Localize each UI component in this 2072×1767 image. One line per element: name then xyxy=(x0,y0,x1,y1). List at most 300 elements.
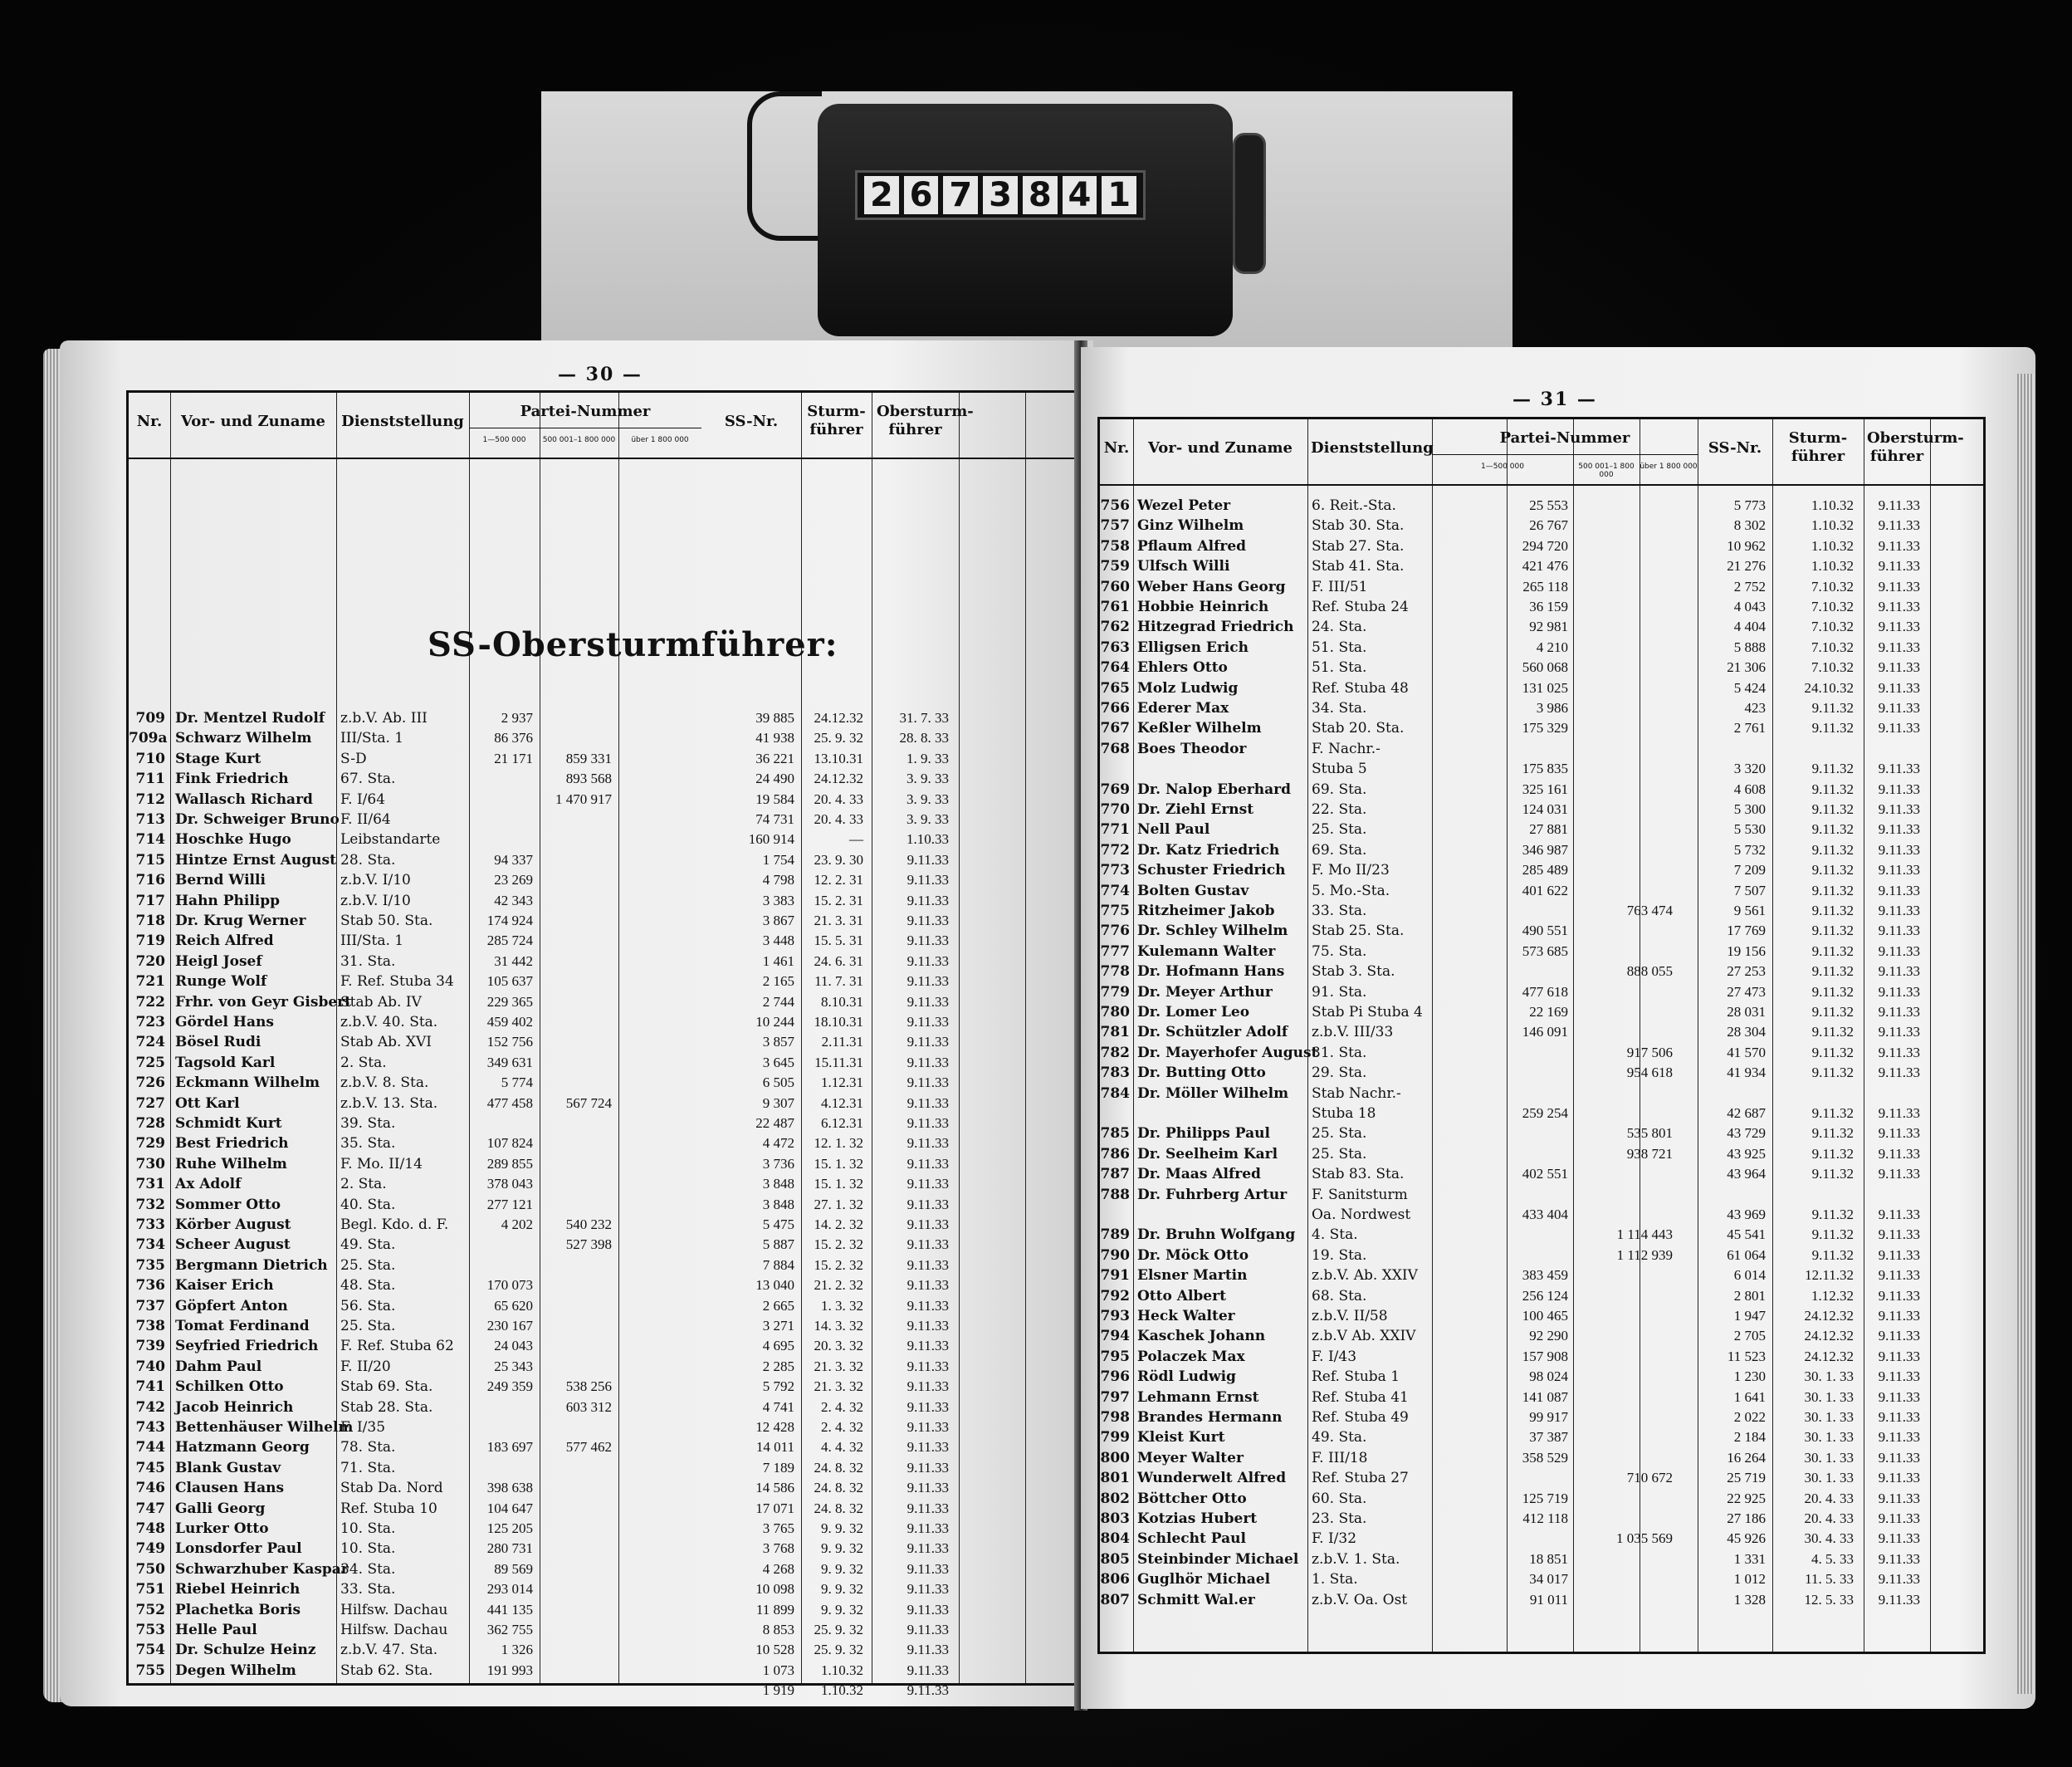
cell-nr: 786 xyxy=(1100,1145,1130,1162)
cell-name: Clausen Hans xyxy=(175,1480,285,1497)
counter-digit: 6 xyxy=(904,176,939,214)
cell-sturmfuehrer: 1.10.32 xyxy=(1811,517,1854,534)
cell-name: Schmitt Wal.er xyxy=(1137,1591,1255,1608)
cell-dienststellung: Hilfsw. Dachau xyxy=(340,1601,448,1618)
cell-partei-1: 259 254 xyxy=(1522,1105,1568,1121)
ledger-table-right xyxy=(1097,417,1986,1654)
cell-obersturmfuehrer: 9.11.33 xyxy=(906,1662,949,1678)
ledger-row xyxy=(1100,1569,1983,1589)
cell-obersturmfuehrer: 9.11.33 xyxy=(1878,558,1920,575)
cell-sturmfuehrer: 9.11.32 xyxy=(1811,1226,1854,1243)
ledger-row xyxy=(1100,962,1983,981)
cell-ss-nr: 7 884 xyxy=(762,1256,794,1273)
ledger-row xyxy=(129,1053,1087,1073)
cell-nr: 781 xyxy=(1100,1024,1130,1041)
cell-partei-1: 183 697 xyxy=(486,1439,533,1456)
cell-partei-2: 1 112 939 xyxy=(1616,1246,1673,1263)
ledger-row xyxy=(1100,1427,1983,1447)
cell-nr: 712 xyxy=(135,790,165,808)
ledger-row xyxy=(1100,901,1983,921)
cell-dienststellung: 35. Sta. xyxy=(340,1135,396,1153)
cell-name: Ax Adolf xyxy=(175,1176,242,1193)
counter-cable xyxy=(747,91,822,241)
cell-ss-nr: 27 253 xyxy=(1727,963,1766,980)
cell-obersturmfuehrer: 9.11.33 xyxy=(1878,821,1920,838)
cell-nr: 713 xyxy=(135,811,165,828)
cell-sturmfuehrer: 1.10.32 xyxy=(1811,537,1854,554)
cell-sturmfuehrer: 20. 4. 33 xyxy=(814,790,863,807)
cell-ss-nr: 1 461 xyxy=(762,952,794,969)
ledger-row xyxy=(1100,718,1983,738)
ledger-row xyxy=(129,1154,1087,1174)
cell-name: Schuster Friedrich xyxy=(1137,862,1286,879)
cell-partei-1: 573 685 xyxy=(1522,942,1568,959)
cell-nr: 720 xyxy=(135,952,165,970)
cell-name: Dahm Paul xyxy=(175,1358,262,1375)
cell-ss-nr: 7 507 xyxy=(1733,882,1766,898)
cell-obersturmfuehrer: 9.11.33 xyxy=(1878,1246,1920,1263)
ledger-row xyxy=(1100,1063,1983,1083)
cell-dienststellung: z.b.V. Ab. III xyxy=(340,710,428,727)
cell-sturmfuehrer: 20. 3. 32 xyxy=(814,1338,863,1354)
cell-partei-1: 157 908 xyxy=(1522,1348,1568,1364)
cell-ss-nr: 61 064 xyxy=(1727,1246,1766,1263)
cell-partei-1: 27 881 xyxy=(1529,821,1568,838)
cell-dienststellung: Stuba 5 xyxy=(1312,761,1367,778)
cell-nr: 721 xyxy=(135,973,165,991)
cell-obersturmfuehrer: 9.11.33 xyxy=(906,1642,949,1658)
cell-sturmfuehrer: 23. 9. 30 xyxy=(814,851,863,868)
cell-name: Wallasch Richard xyxy=(175,790,313,808)
cell-partei-1: 477 458 xyxy=(486,1094,533,1111)
cell-sturmfuehrer: 15. 2. 31 xyxy=(814,892,863,908)
cell-sturmfuehrer: 24.12.32 xyxy=(814,771,863,787)
cell-partei-1: 125 205 xyxy=(486,1520,533,1536)
cell-dienststellung: F. Ref. Stuba 62 xyxy=(340,1338,454,1355)
cell-name: Hoschke Hugo xyxy=(175,831,291,849)
cell-nr: 739 xyxy=(135,1338,165,1355)
ledger-row xyxy=(129,1094,1087,1114)
cell-obersturmfuehrer: 9.11.33 xyxy=(1878,537,1920,554)
cell-dienststellung: 5. Mo.-Sta. xyxy=(1312,882,1390,899)
ledger-row xyxy=(129,1114,1087,1133)
cell-obersturmfuehrer: 9.11.33 xyxy=(906,872,949,888)
cell-name: Steinbinder Michael xyxy=(1137,1550,1299,1568)
cell-obersturmfuehrer: 3. 9. 33 xyxy=(906,771,949,787)
cell-ss-nr: 25 719 xyxy=(1727,1470,1766,1486)
cell-name: Dr. Ziehl Ernst xyxy=(1137,801,1254,818)
cell-name: Böttcher Otto xyxy=(1137,1490,1247,1507)
cell-name: Dr. Hofmann Hans xyxy=(1137,963,1285,981)
cell-dienststellung: 71. Sta. xyxy=(340,1459,396,1476)
ledger-row xyxy=(1100,739,1983,759)
ledger-row xyxy=(1100,1388,1983,1407)
cell-name: Kaiser Erich xyxy=(175,1277,274,1295)
ledger-row xyxy=(129,1539,1087,1559)
header-partei-range: über 1 800 000 xyxy=(1640,463,1698,471)
cell-name: Tomat Ferdinand xyxy=(175,1318,310,1334)
cell-partei-1: 490 551 xyxy=(1522,923,1568,939)
cell-name: Meyer Walter xyxy=(1137,1449,1244,1466)
cell-partei-1: 65 620 xyxy=(494,1297,533,1314)
cell-ss-nr: 27 186 xyxy=(1727,1510,1766,1526)
cell-dienststellung: Stab Nachr.- xyxy=(1312,1084,1401,1102)
ledger-row xyxy=(1100,698,1983,718)
cell-sturmfuehrer: 14. 2. 32 xyxy=(814,1216,863,1232)
cell-partei-1: 4 202 xyxy=(501,1216,533,1232)
ledger-row xyxy=(1100,1529,1983,1549)
cell-dienststellung: Ref. Stuba 1 xyxy=(1312,1368,1400,1386)
cell-ss-nr: 24 490 xyxy=(755,771,794,787)
ledger-row xyxy=(1100,678,1983,698)
cell-sturmfuehrer: 9.11.32 xyxy=(1811,841,1854,858)
cell-ss-nr: 10 528 xyxy=(755,1642,794,1658)
cell-dienststellung: 29. Sta. xyxy=(1312,1065,1367,1082)
ledger-row xyxy=(129,1397,1087,1417)
cell-ss-nr: 1 073 xyxy=(762,1662,794,1678)
cell-dienststellung: z.b.V. I/10 xyxy=(340,892,411,909)
cell-obersturmfuehrer: 9.11.33 xyxy=(906,1338,949,1354)
cell-partei-1: 24 043 xyxy=(494,1338,533,1354)
cell-sturmfuehrer: 13.10.31 xyxy=(814,750,863,766)
cell-dienststellung: III/Sta. 1 xyxy=(340,932,404,950)
cell-name: Kotzias Hubert xyxy=(1137,1510,1258,1527)
cell-ss-nr: 5 475 xyxy=(762,1216,794,1232)
cell-name: Dr. Bruhn Wolfgang xyxy=(1137,1226,1296,1244)
cell-obersturmfuehrer: 9.11.33 xyxy=(906,1398,949,1415)
cell-sturmfuehrer: 2. 4. 32 xyxy=(821,1398,863,1415)
cell-dienststellung: 34. Sta. xyxy=(1312,700,1367,717)
cell-obersturmfuehrer: 9.11.33 xyxy=(906,1196,949,1212)
cell-nr: 724 xyxy=(135,1034,165,1051)
cell-dienststellung: 33. Sta. xyxy=(340,1581,396,1598)
cell-name: Best Friedrich xyxy=(175,1135,289,1153)
cell-nr: 754 xyxy=(135,1642,165,1659)
cell-obersturmfuehrer: 31. 7. 33 xyxy=(899,710,949,726)
cell-ss-nr: 4 043 xyxy=(1733,599,1766,614)
cell-name: Ginz Wilhelm xyxy=(1137,517,1244,535)
cell-ss-nr: 6 505 xyxy=(762,1074,794,1091)
cell-dienststellung: 69. Sta. xyxy=(1312,841,1367,859)
cell-dienststellung: 19. Sta. xyxy=(1312,1246,1367,1264)
cell-nr: 733 xyxy=(135,1216,165,1233)
ledger-row xyxy=(129,1458,1087,1478)
cell-ss-nr: 42 687 xyxy=(1727,1105,1766,1121)
ledger-row xyxy=(129,1316,1087,1336)
cell-obersturmfuehrer: 9.11.33 xyxy=(906,1297,949,1314)
cell-sturmfuehrer: 9.11.32 xyxy=(1811,761,1854,777)
cell-dienststellung: Stab Da. Nord xyxy=(340,1480,443,1497)
ledger-row xyxy=(129,931,1087,951)
cell-name: Rödl Ludwig xyxy=(1137,1368,1236,1386)
cell-ss-nr: 11 899 xyxy=(755,1601,794,1618)
cell-name: Wunderwelt Alfred xyxy=(1137,1470,1287,1487)
counter-digit: 7 xyxy=(943,176,978,214)
cell-nr: 794 xyxy=(1100,1328,1130,1345)
ledger-row xyxy=(1100,759,1983,779)
cell-ss-nr: 28 304 xyxy=(1727,1024,1766,1040)
cell-partei-1: 22 169 xyxy=(1529,1004,1568,1020)
cell-ss-nr: 27 473 xyxy=(1727,983,1766,1000)
cell-nr: 740 xyxy=(135,1358,165,1375)
cell-ss-nr: 43 969 xyxy=(1727,1207,1766,1222)
cell-name: Dr. Krug Werner xyxy=(175,913,306,929)
cell-partei-1: 42 343 xyxy=(494,892,533,908)
cell-partei-1: 99 917 xyxy=(1529,1409,1568,1425)
cell-ss-nr: 28 031 xyxy=(1727,1004,1766,1020)
ledger-row xyxy=(1100,1123,1983,1143)
cell-nr: 750 xyxy=(135,1560,165,1578)
cell-obersturmfuehrer: 28. 8. 33 xyxy=(899,730,949,746)
ledger-row xyxy=(1100,1084,1983,1104)
cell-nr: 709a xyxy=(129,730,168,747)
cell-nr: 762 xyxy=(1100,619,1130,636)
cell-nr: 729 xyxy=(135,1135,165,1153)
cell-nr: 773 xyxy=(1100,862,1130,879)
ledger-row xyxy=(129,1579,1087,1599)
cell-ss-nr: 41 570 xyxy=(1727,1044,1766,1060)
ledger-row xyxy=(129,1377,1087,1397)
cell-obersturmfuehrer: 9.11.33 xyxy=(1878,1125,1920,1142)
cell-obersturmfuehrer: 9.11.33 xyxy=(1878,923,1920,939)
header-name: Vor- und Zuname xyxy=(1147,439,1293,457)
cell-obersturmfuehrer: 9.11.33 xyxy=(906,993,949,1010)
ledger-row xyxy=(1100,1144,1983,1164)
cell-nr: 803 xyxy=(1100,1510,1130,1527)
cell-ss-nr: 13 040 xyxy=(755,1277,794,1294)
cell-dienststellung: 40. Sta. xyxy=(340,1196,396,1213)
cell-partei-1: 89 569 xyxy=(494,1560,533,1577)
cell-ss-nr: 7 189 xyxy=(762,1459,794,1476)
cell-name: Sommer Otto xyxy=(175,1196,281,1213)
cell-ss-nr: 39 885 xyxy=(755,710,794,726)
cell-nr: 778 xyxy=(1100,963,1130,981)
cell-dienststellung: Stab 20. Sta. xyxy=(1312,720,1405,737)
cell-dienststellung: 68. Sta. xyxy=(1312,1287,1367,1304)
cell-obersturmfuehrer: 9.11.33 xyxy=(1878,1207,1920,1222)
cell-sturmfuehrer: 7.10.32 xyxy=(1811,578,1854,595)
cell-name: Ederer Max xyxy=(1137,700,1229,717)
header-partei-range: 500 001–1 800 000 xyxy=(542,436,616,444)
cell-obersturmfuehrer: 9.11.33 xyxy=(906,1115,949,1131)
ledger-row xyxy=(129,952,1087,972)
cell-name: Schlecht Paul xyxy=(1137,1530,1246,1548)
cell-obersturmfuehrer: 9.11.33 xyxy=(1878,1571,1920,1588)
cell-sturmfuehrer: 9.11.32 xyxy=(1811,983,1854,1000)
cell-obersturmfuehrer: 9.11.33 xyxy=(1878,963,1920,980)
cell-sturmfuehrer: 30. 1. 33 xyxy=(1804,1368,1854,1385)
cell-name: Plachetka Boris xyxy=(175,1601,301,1618)
cell-dienststellung: z.b.V Ab. XXIV xyxy=(1312,1328,1416,1345)
cell-name: Jacob Heinrich xyxy=(175,1398,294,1416)
cell-name: Reich Alfred xyxy=(175,932,274,950)
ledger-row xyxy=(1100,617,1983,637)
cell-dienststellung: 6. Reit.-Sta. xyxy=(1312,497,1396,514)
header-dienststellung: Dienststellung xyxy=(341,413,464,430)
cell-dienststellung: III/Sta. 1 xyxy=(340,730,404,747)
cell-obersturmfuehrer: 9.11.33 xyxy=(906,952,949,969)
header-dienststellung: Dienststellung xyxy=(1311,439,1434,457)
cell-sturmfuehrer: 9.11.32 xyxy=(1811,720,1854,737)
cell-obersturmfuehrer: 9.11.33 xyxy=(1878,761,1920,777)
cell-sturmfuehrer: 9. 9. 32 xyxy=(821,1560,863,1577)
cell-dienststellung: z.b.V. I/10 xyxy=(340,872,411,889)
cell-name: Runge Wolf xyxy=(175,973,267,991)
cell-sturmfuehrer: — xyxy=(849,831,863,848)
cell-partei-2: 538 256 xyxy=(565,1378,612,1395)
cell-ss-nr: 45 926 xyxy=(1727,1530,1766,1547)
cell-name: Dr. Fuhrberg Artur xyxy=(1137,1186,1288,1203)
ledger-row xyxy=(1100,1306,1983,1326)
cell-obersturmfuehrer: 9.11.33 xyxy=(906,1318,949,1334)
cell-ss-nr: 4 798 xyxy=(762,872,794,888)
cell-ss-nr: 5 887 xyxy=(762,1236,794,1253)
cell-obersturmfuehrer: 9.11.33 xyxy=(1878,781,1920,797)
cell-name: Kaschek Johann xyxy=(1137,1328,1266,1345)
ledger-row xyxy=(1100,860,1983,880)
cell-name: Dr. Philipps Paul xyxy=(1137,1125,1270,1143)
ledger-row xyxy=(1100,942,1983,962)
cell-ss-nr: 5 792 xyxy=(762,1378,794,1395)
cell-nr: 777 xyxy=(1100,942,1130,960)
cell-obersturmfuehrer: 9.11.33 xyxy=(1878,639,1920,655)
cell-ss-nr: 4 741 xyxy=(762,1398,794,1415)
cell-nr: 792 xyxy=(1100,1287,1130,1304)
cell-obersturmfuehrer: 9.11.33 xyxy=(1878,1490,1920,1506)
cell-partei-1: 92 290 xyxy=(1529,1328,1568,1344)
ledger-row xyxy=(129,1174,1087,1194)
cell-obersturmfuehrer: 9.11.33 xyxy=(1878,1004,1920,1020)
cell-ss-nr: 2 022 xyxy=(1733,1409,1766,1425)
cell-partei-2: 888 055 xyxy=(1626,963,1673,980)
cell-dienststellung: 25. Sta. xyxy=(1312,1125,1367,1143)
cell-dienststellung: S-D xyxy=(340,750,367,767)
cell-dienststellung: F. Sanitsturm xyxy=(1312,1186,1408,1203)
cell-ss-nr: 5 732 xyxy=(1733,841,1766,858)
cell-nr: 763 xyxy=(1100,639,1130,656)
cell-dienststellung: Stab 62. Sta. xyxy=(340,1662,433,1679)
cell-partei-2: 1 035 569 xyxy=(1616,1530,1673,1547)
cell-sturmfuehrer: 14. 3. 32 xyxy=(814,1318,863,1334)
cell-sturmfuehrer: 21. 3. 32 xyxy=(814,1358,863,1374)
cell-sturmfuehrer: 7.10.32 xyxy=(1811,659,1854,676)
cell-ss-nr: 5 300 xyxy=(1733,801,1766,817)
cell-nr: 751 xyxy=(135,1581,165,1598)
cell-partei-1: 265 118 xyxy=(1522,578,1568,595)
cell-sturmfuehrer: 21. 3. 31 xyxy=(814,913,863,928)
cell-sturmfuehrer: 30. 1. 33 xyxy=(1804,1470,1854,1486)
cell-partei-1: 293 014 xyxy=(486,1581,533,1598)
cell-sturmfuehrer: 18.10.31 xyxy=(814,1014,863,1030)
cell-dienststellung: 48. Sta. xyxy=(340,1277,396,1295)
cell-sturmfuehrer: 9.11.32 xyxy=(1811,1166,1854,1182)
cell-dienststellung: z.b.V. II/58 xyxy=(1312,1308,1388,1324)
cell-obersturmfuehrer: 9.11.33 xyxy=(1878,1388,1920,1405)
cell-nr: 710 xyxy=(135,750,165,767)
cell-sturmfuehrer: 11. 5. 33 xyxy=(1805,1571,1854,1588)
cell-sturmfuehrer: 9.11.32 xyxy=(1811,1207,1854,1222)
ledger-row xyxy=(129,810,1087,830)
cell-sturmfuehrer: 9.11.32 xyxy=(1811,1125,1854,1142)
cell-obersturmfuehrer: 9.11.33 xyxy=(1878,983,1920,1000)
cell-dienststellung: 23. Sta. xyxy=(1312,1510,1367,1527)
cell-dienststellung: z.b.V. 13. Sta. xyxy=(340,1094,438,1112)
cell-obersturmfuehrer: 9.11.33 xyxy=(1878,679,1920,696)
cell-obersturmfuehrer: 9.11.33 xyxy=(906,1459,949,1476)
cell-ss-nr: 4 472 xyxy=(762,1135,794,1152)
cell-name: Degen Wilhelm xyxy=(175,1662,296,1679)
page-number: — 31 — xyxy=(1512,389,1597,410)
cell-nr: 737 xyxy=(135,1297,165,1314)
cell-name: Fink Friedrich xyxy=(175,771,289,788)
cell-ss-nr: 41 938 xyxy=(755,730,794,746)
ledger-row xyxy=(1100,1448,1983,1468)
cell-ss-nr: 2 744 xyxy=(762,993,794,1010)
cell-obersturmfuehrer: 9.11.33 xyxy=(1878,1166,1920,1182)
cell-obersturmfuehrer: 9.11.33 xyxy=(906,1358,949,1374)
header-partei-nummer: Partei-Nummer xyxy=(520,403,651,420)
cell-dienststellung: 49. Sta. xyxy=(1312,1429,1367,1446)
cell-name: Elsner Martin xyxy=(1137,1267,1248,1285)
cell-name: Boes Theodor xyxy=(1137,740,1247,757)
cell-partei-1: 441 135 xyxy=(486,1601,533,1618)
cell-obersturmfuehrer: 9.11.33 xyxy=(1878,1550,1920,1567)
cell-dienststellung: 33. Sta. xyxy=(1312,903,1367,919)
cell-ss-nr: 10 098 xyxy=(755,1581,794,1598)
cell-dienststellung: 22. Sta. xyxy=(1312,801,1367,818)
cell-obersturmfuehrer: 9.11.33 xyxy=(1878,700,1920,716)
header-sturmfuehrer: Sturm-führer xyxy=(1788,429,1848,465)
cell-nr: 800 xyxy=(1100,1449,1130,1466)
cell-nr: 741 xyxy=(135,1378,165,1396)
cell-obersturmfuehrer: 9.11.33 xyxy=(1878,1145,1920,1162)
cell-nr: 776 xyxy=(1100,923,1130,940)
cell-dienststellung: Hilfsw. Dachau xyxy=(340,1622,448,1638)
cell-partei-1: 107 824 xyxy=(486,1135,533,1152)
ledger-row xyxy=(129,1357,1087,1377)
cell-nr: 728 xyxy=(135,1115,165,1132)
ledger-row xyxy=(129,1336,1087,1356)
cell-ss-nr: 3 736 xyxy=(762,1155,794,1172)
cell-sturmfuehrer: 9.11.32 xyxy=(1811,942,1854,959)
header-partei-range: über 1 800 000 xyxy=(631,436,689,444)
cell-name: Bösel Rudi xyxy=(175,1034,261,1051)
cell-obersturmfuehrer: 9.11.33 xyxy=(906,1439,949,1456)
cell-partei-1: 325 161 xyxy=(1522,781,1568,797)
cell-partei-2: 954 618 xyxy=(1626,1065,1673,1081)
cell-nr: 736 xyxy=(135,1277,165,1295)
cell-nr: 766 xyxy=(1100,700,1130,717)
cell-obersturmfuehrer: 9.11.33 xyxy=(1878,1449,1920,1466)
cell-nr: 802 xyxy=(1100,1490,1130,1507)
cell-ss-nr: 4 608 xyxy=(1733,781,1766,797)
ledger-row xyxy=(1100,577,1983,597)
cell-sturmfuehrer: 20. 4. 33 xyxy=(1804,1490,1854,1506)
header-partei-range: 1—500 000 xyxy=(1481,463,1524,471)
ledger-row xyxy=(129,911,1087,931)
cell-partei-1: 174 924 xyxy=(486,913,533,928)
header-obersturmfuehrer: Obersturm-führer xyxy=(877,403,974,438)
cell-dienststellung: F. I/32 xyxy=(1312,1530,1357,1548)
cell-dienststellung: Stab 27. Sta. xyxy=(1312,537,1405,555)
cell-dienststellung: z.b.V. Oa. Ost xyxy=(1312,1591,1408,1608)
ledger-row xyxy=(1100,1185,1983,1205)
cell-obersturmfuehrer: 9.11.33 xyxy=(906,1135,949,1152)
cell-name: Kulemann Walter xyxy=(1137,942,1276,960)
cell-ss-nr: 3 448 xyxy=(762,932,794,949)
ledger-row xyxy=(129,1437,1087,1457)
cell-dienststellung: Stab Ab. IV xyxy=(340,993,422,1011)
